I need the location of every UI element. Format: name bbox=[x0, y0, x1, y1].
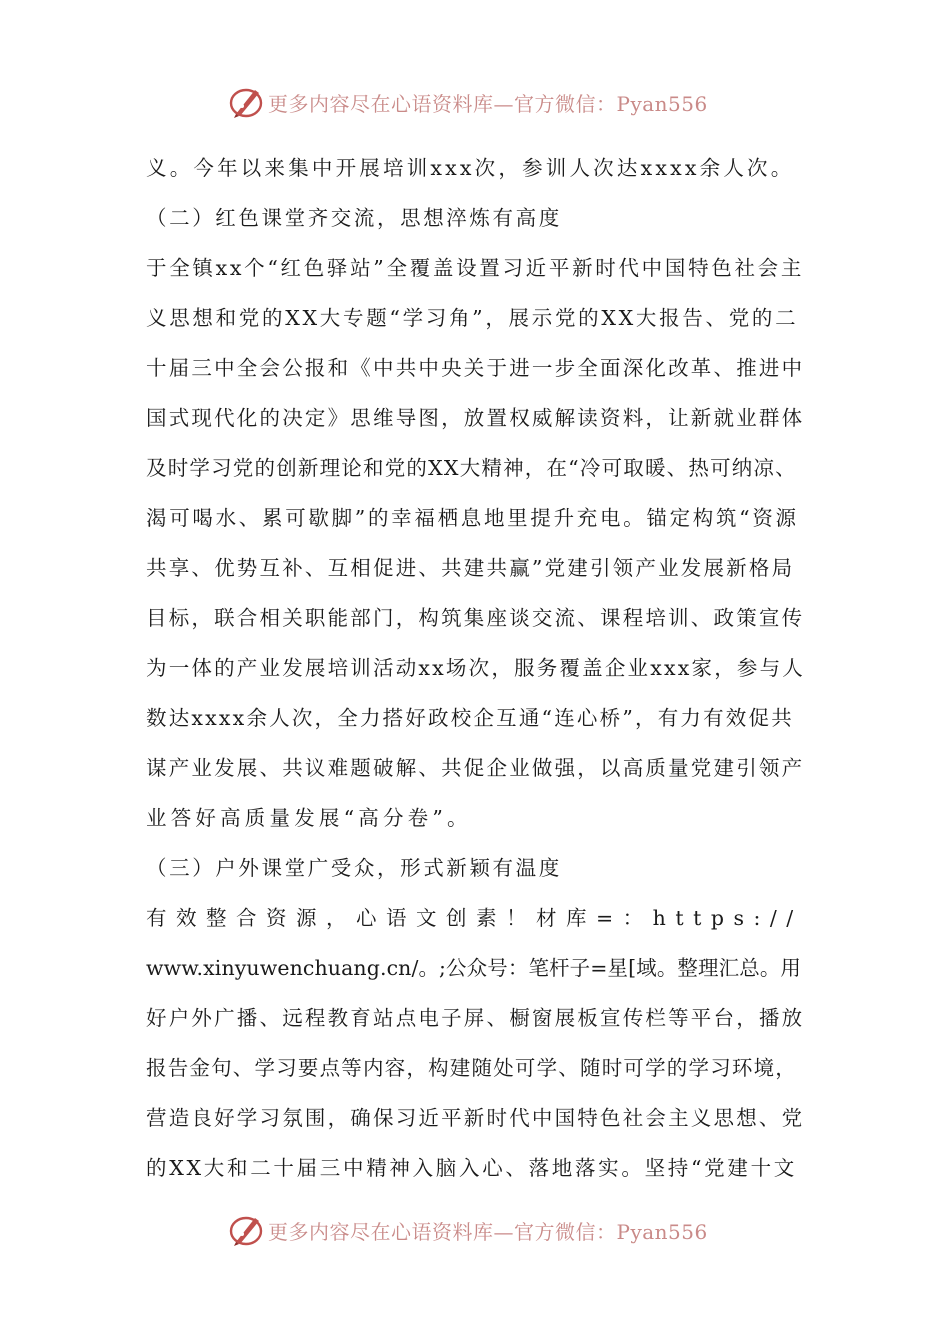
paragraph-line: www.xinyuwenchuang.cn/。;公众号：笔杆子=星[域。整理汇总。用 bbox=[146, 956, 802, 980]
header-watermark-banner bbox=[228, 82, 748, 122]
paragraph-line: 有效整合资源，心语文创素！材库=：https:// bbox=[146, 906, 803, 930]
document-body bbox=[146, 148, 808, 1198]
footer-watermark-banner bbox=[228, 1210, 748, 1250]
section-heading-3: （三）户外课堂广受众，形式新颖有温度 bbox=[146, 856, 562, 880]
paragraph-line: 于全镇xx个“红色驿站”全覆盖设置习近平新时代中国特色社会主 bbox=[146, 256, 805, 280]
paragraph-line: 义。今年以来集中开展培训xxx次，参训人次达xxxx余人次。 bbox=[146, 156, 795, 180]
paragraph-line: 国式现代化的决定》思维导图，放置权威解读资料，让新就业群体 bbox=[146, 406, 805, 430]
paragraph-line: 共享、优势互补、互相促进、共建共赢”党建引领产业发展新格局 bbox=[146, 556, 795, 580]
paragraph-line: 谋产业发展、共议难题破解、共促企业做强，以高质量党建引领产 bbox=[146, 756, 805, 780]
banner-text: 更多内容尽在心语资料库—官方微信：Pyan556 bbox=[268, 91, 708, 116]
paragraph-line: 渴可喝水、累可歇脚”的幸福栖息地里提升充电。锚定构筑“资源 bbox=[146, 506, 799, 530]
paragraph-line: 目标，联合相关职能部门，构筑集座谈交流、课程培训、政策宣传 bbox=[146, 606, 805, 630]
banner-text: 更多内容尽在心语资料库—官方微信：Pyan556 bbox=[268, 1219, 708, 1244]
paragraph-line: 为一体的产业发展培训活动xx场次，服务覆盖企业xxx家，参与人 bbox=[146, 656, 806, 680]
paragraph-line: 报告金句、学习要点等内容，构建随处可学、随时可学的学习环境， bbox=[146, 1056, 797, 1080]
section-heading-2: （二）红色课堂齐交流，思想淬炼有高度 bbox=[146, 206, 562, 230]
paragraph-line: 营造良好学习氛围，确保习近平新时代中国特色社会主义思想、党 bbox=[146, 1106, 805, 1130]
pen-logo-icon bbox=[228, 84, 264, 120]
paragraph-line: 业答好高质量发展“高分卷”。 bbox=[146, 806, 472, 830]
paragraph-line: 及时学习党的创新理论和党的XX大精神，在“冷可取暖、热可纳凉、 bbox=[146, 456, 797, 480]
paragraph-line: 的XX大和二十届三中精神入脑入心、落地落实。坚持“党建十文 bbox=[146, 1156, 797, 1180]
paragraph-line: 数达xxxx余人次，全力搭好政校企互通“连心桥”，有力有效促共 bbox=[146, 706, 794, 730]
paragraph-line: 义思想和党的XX大专题“学习角”，展示党的XX大报告、党的二 bbox=[146, 306, 799, 330]
pen-logo-icon bbox=[228, 1212, 264, 1248]
paragraph-line: 好户外广播、远程教育站点电子屏、橱窗展板宣传栏等平台，播放 bbox=[146, 1006, 805, 1030]
paragraph-line: 十届三中全会公报和《中共中央关于进一步全面深化改革、推进中 bbox=[146, 356, 805, 380]
